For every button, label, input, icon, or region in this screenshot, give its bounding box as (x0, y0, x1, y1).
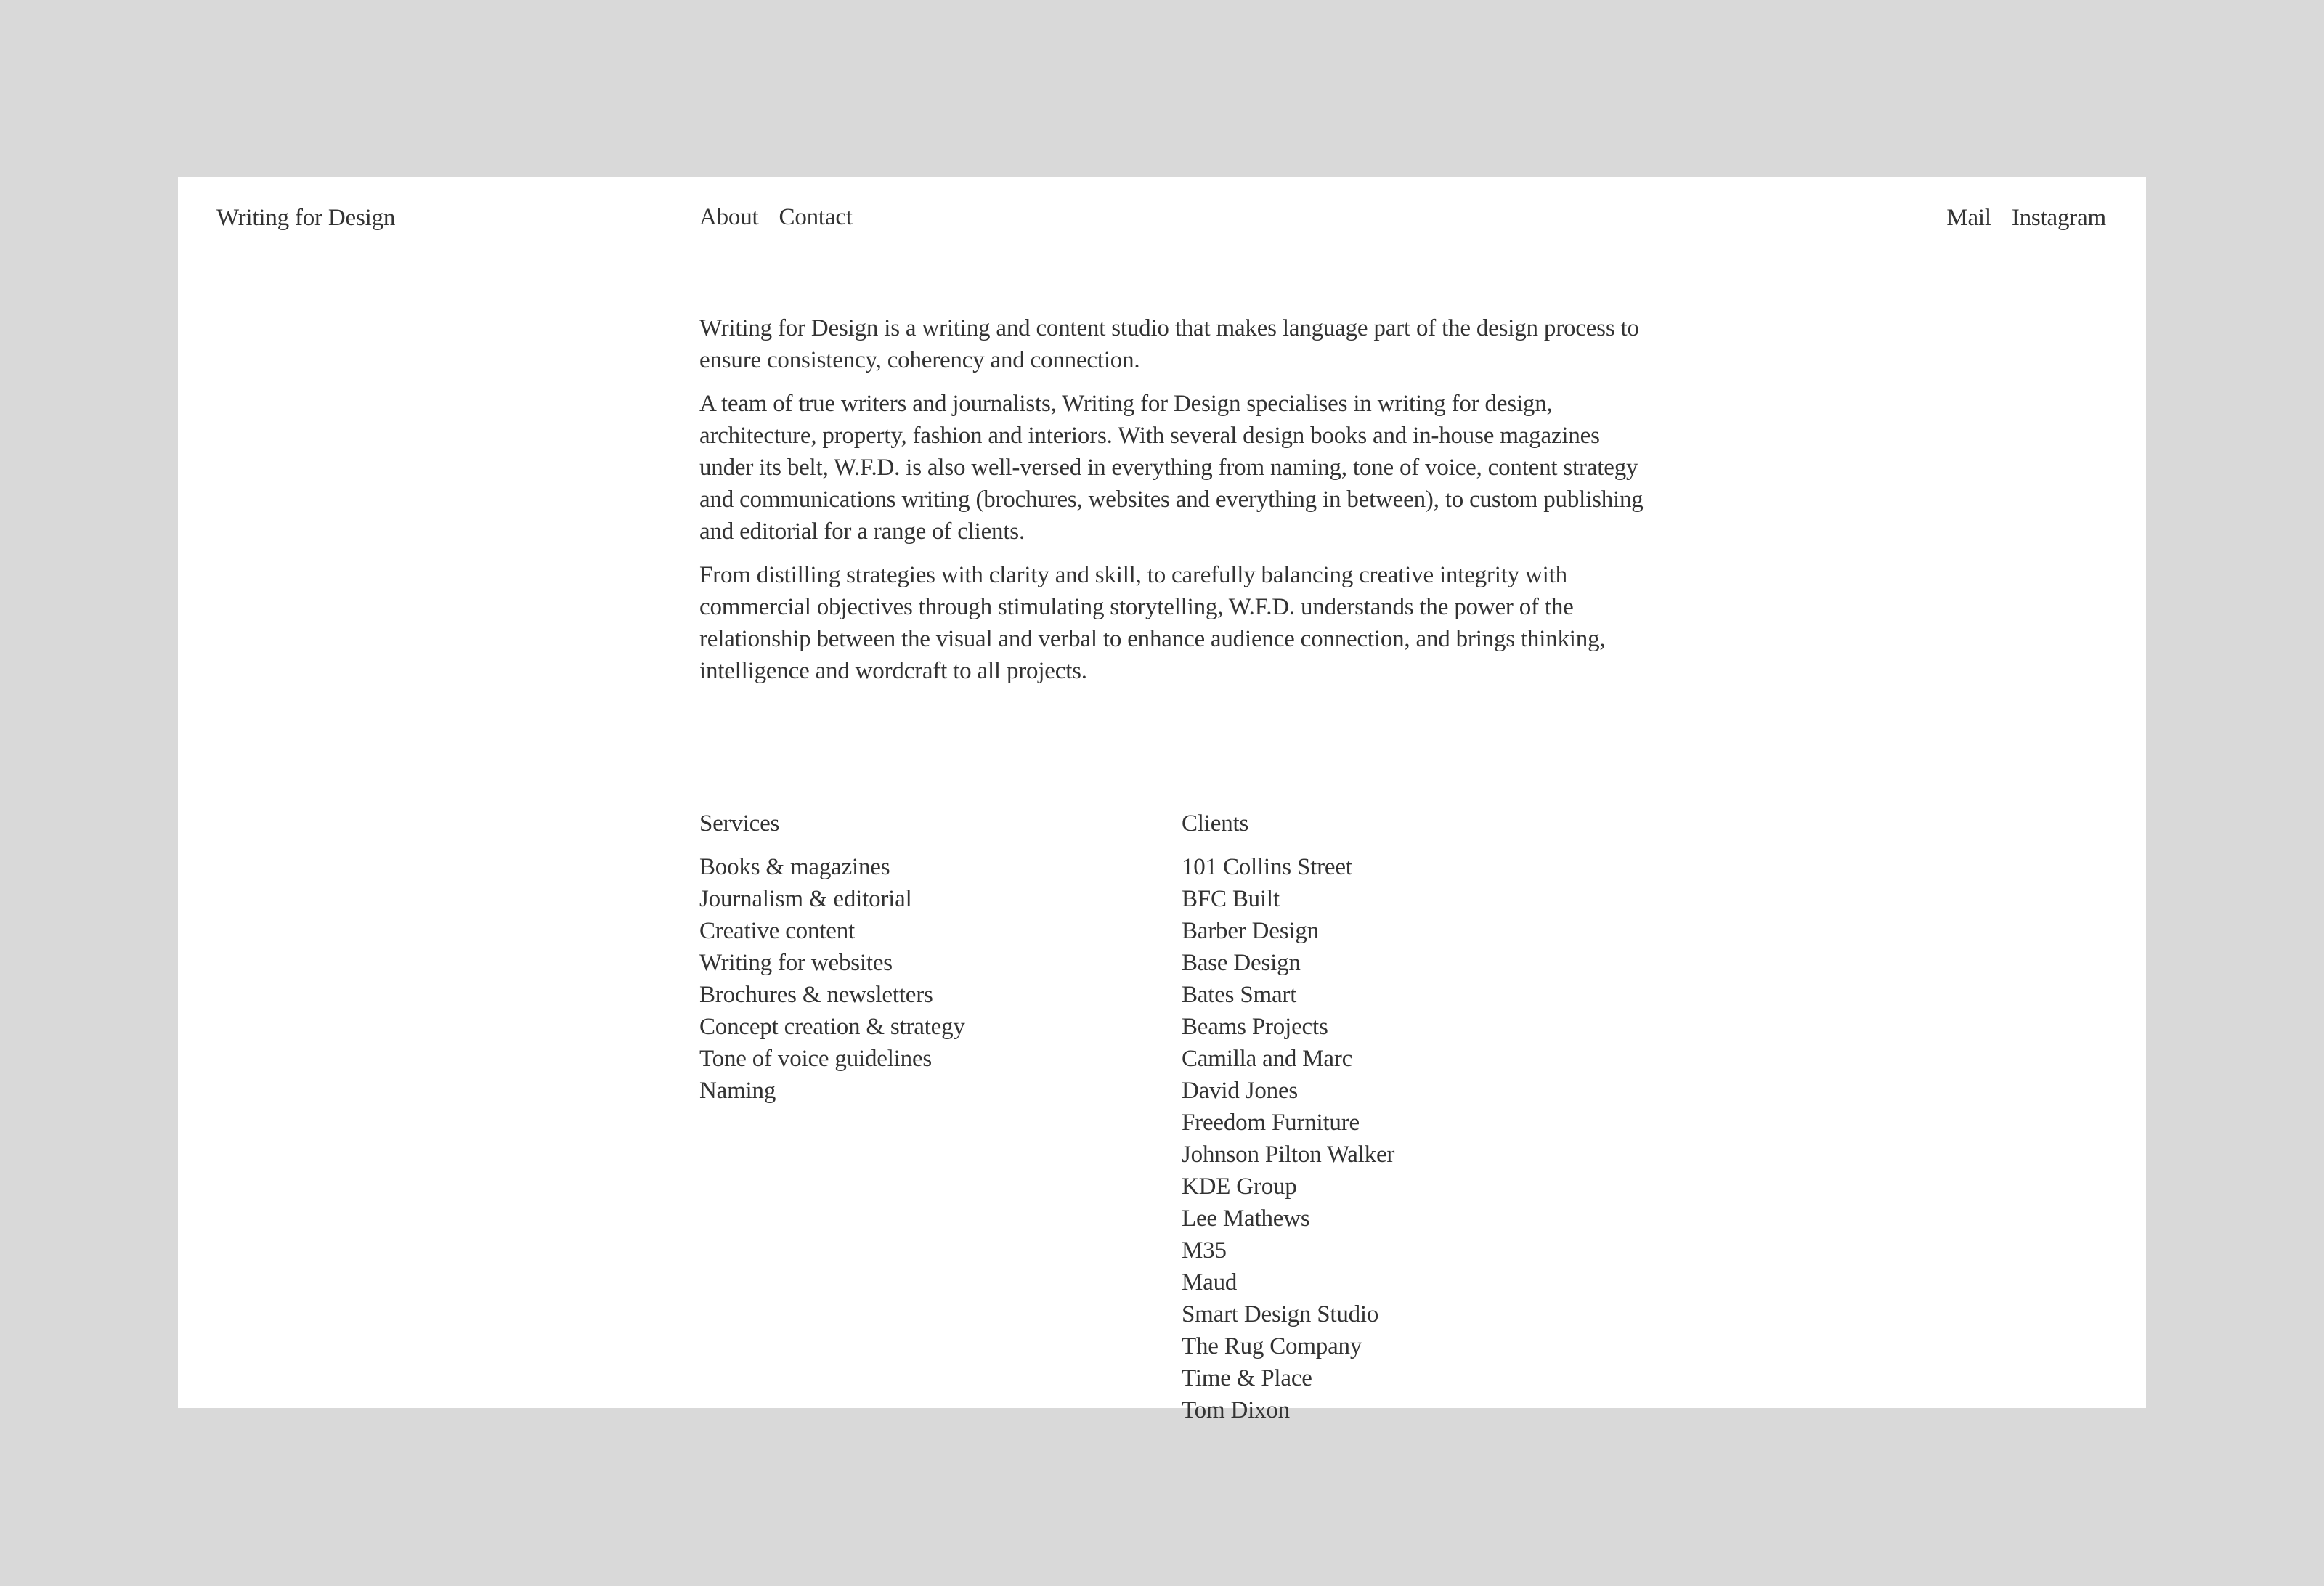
client-item: Barber Design (1182, 918, 1319, 944)
client-item: Camilla and Marc (1182, 1046, 1353, 1072)
clients-heading: Clients (1182, 810, 1249, 837)
client-item: Tom Dixon (1182, 1397, 1290, 1423)
social-nav (1946, 202, 2106, 234)
intro-paragraph: Writing for Design is a writing and content studio that makes language part of the design process to ensure consistency, coherency and connection. (699, 315, 1639, 373)
client-item: Bates Smart (1182, 982, 1297, 1008)
primary-nav (699, 201, 853, 233)
client-item: Beams Projects (1182, 1014, 1328, 1040)
service-item: Brochures & newsletters (699, 982, 933, 1008)
service-item: Writing for websites (699, 950, 893, 976)
service-item: Creative content (699, 918, 855, 944)
service-item: Journalism & editorial (699, 886, 912, 912)
clients-section (1182, 808, 1394, 1426)
instagram-link[interactable]: Instagram (2011, 205, 2106, 231)
client-item: Johnson Pilton Walker (1182, 1142, 1395, 1168)
client-item: Lee Mathews (1182, 1205, 1310, 1232)
client-item: 101 Collins Street (1182, 854, 1352, 880)
services-list (699, 851, 965, 1107)
intro-paragraph: From distilling strategies with clarity and skill, to carefully balancing creative integrity with commercial objectives through stimulating storytelling, W.F.D. understands the power of the relationship between the visual and verbal to enhance audience connection, and brings thinking, intelligence and wordcraft to all projects. (699, 562, 1606, 684)
client-item: Maud (1182, 1269, 1238, 1296)
client-item: Freedom Furniture (1182, 1110, 1360, 1136)
nav-about-link[interactable]: About (699, 204, 759, 230)
services-section (699, 808, 965, 1107)
intro-section (699, 312, 1644, 699)
service-item: Books & magazines (699, 854, 890, 880)
page-card (178, 177, 2146, 1423)
intro-paragraph: A team of true writers and journalists, Writing for Design specialises in writing for design, architecture, property, fashion and interiors. With several design books and in-house magazines under its belt, W.F.D. is also well-versed in everything from naming, tone of voice, content strategy and communications writing (brochures, websites and everything in between), to custom publishing and editorial for a range of clients. (699, 391, 1644, 545)
service-item: Naming (699, 1078, 776, 1104)
clients-list (1182, 851, 1394, 1426)
client-item: Time & Place (1182, 1365, 1312, 1391)
client-item: KDE Group (1182, 1174, 1297, 1200)
service-item: Concept creation & strategy (699, 1014, 965, 1040)
service-item: Tone of voice guidelines (699, 1046, 933, 1072)
services-heading: Services (699, 810, 780, 837)
site-logo[interactable]: Writing for Design (216, 205, 396, 231)
client-item: Base Design (1182, 950, 1301, 976)
client-item: David Jones (1182, 1078, 1299, 1104)
mail-link[interactable]: Mail (1946, 205, 1991, 231)
client-item: M35 (1182, 1237, 1227, 1264)
client-item: Smart Design Studio (1182, 1301, 1379, 1327)
client-item: The Rug Company (1182, 1333, 1362, 1359)
client-item: BFC Built (1182, 886, 1280, 912)
nav-contact-link[interactable]: Contact (779, 204, 853, 230)
